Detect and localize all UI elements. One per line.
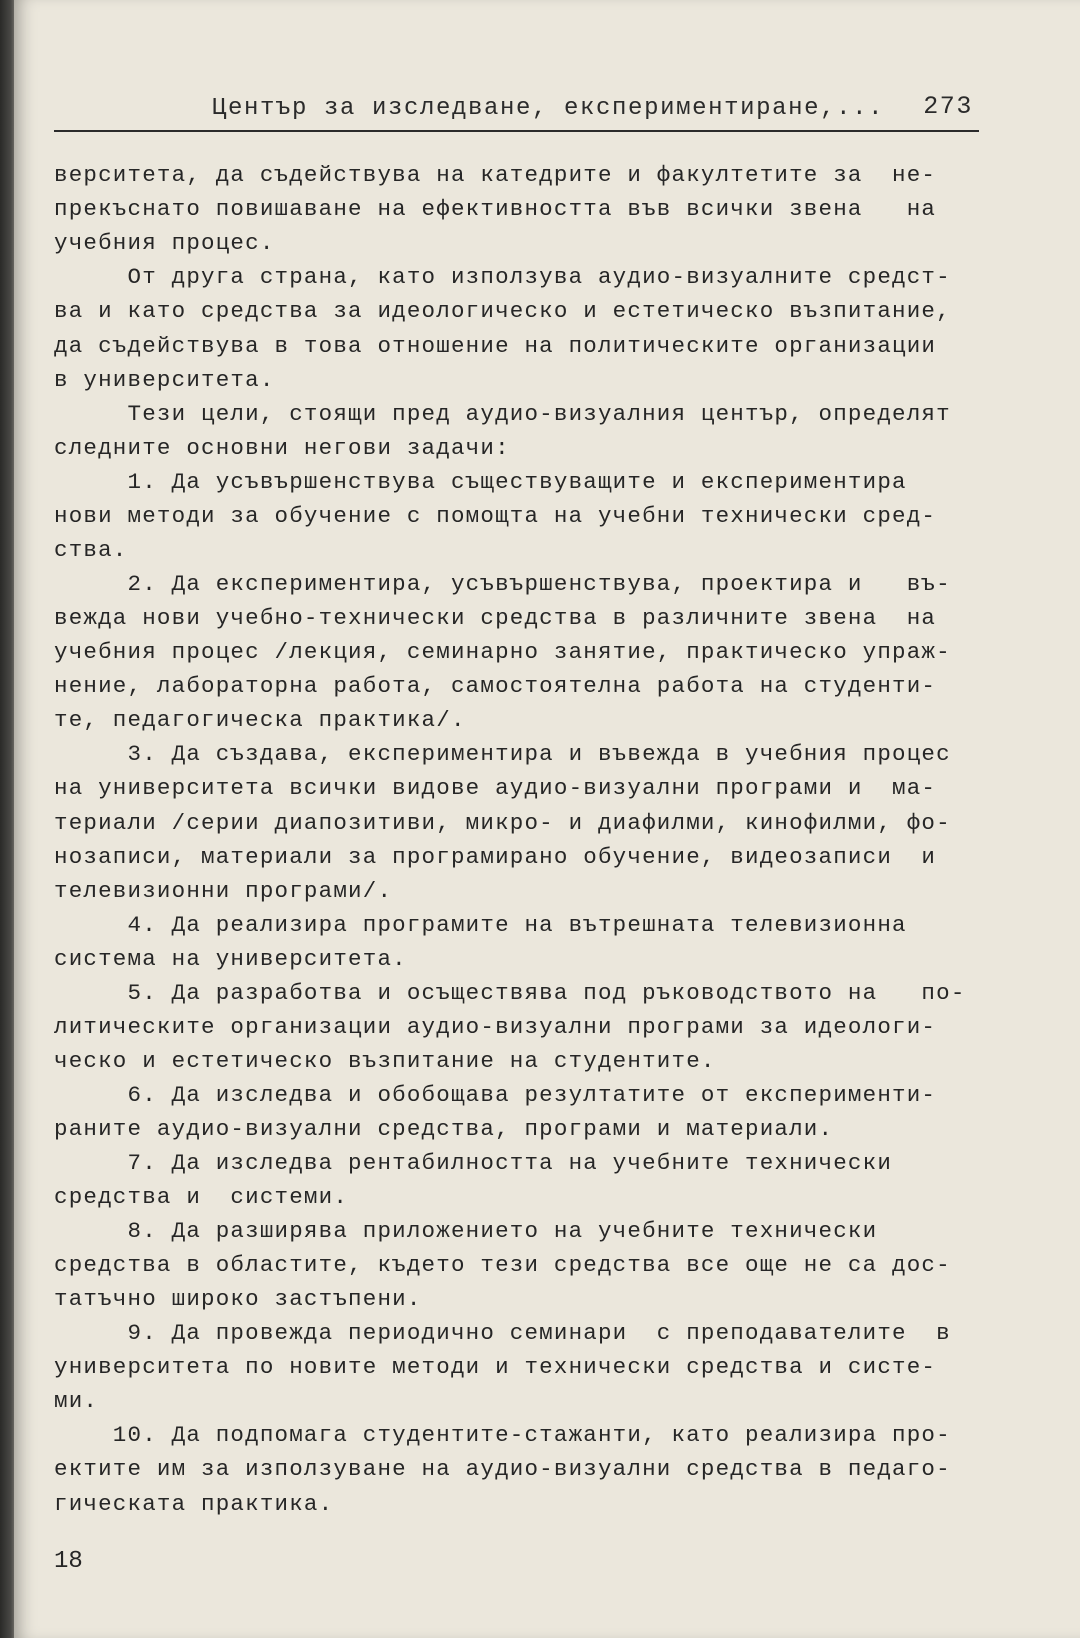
text-line: да съдействува в това отношение на политическите организации (54, 332, 937, 359)
text-line: 8. Да разширява приложението на учебните технически (54, 1217, 878, 1244)
text-line: 1. Да усъвършенствува съществуващите и експериментира (54, 468, 907, 495)
text-line: университета по новите методи и технически средства и систе- (54, 1354, 937, 1381)
text-line: система на университета. (54, 945, 407, 972)
text-line: 6. Да изследва и обобощава резултатите от експерименти- (54, 1081, 937, 1108)
text-line: средства в областите, където тези средства все още не са дос- (54, 1252, 951, 1279)
text-line: От друга страна, като използува аудио-визуалните средст- (54, 264, 951, 291)
running-header (54, 92, 979, 132)
text-line: гическата практика. (54, 1490, 334, 1517)
text-line: 9. Да провежда периодично семинари с преподавателите в (54, 1320, 951, 1347)
text-line: раните аудио-визуални средства, програми и материали. (54, 1116, 834, 1143)
text-line: учебния процес /лекция, семинарно занятие, практическо упраж- (54, 639, 951, 666)
text-line: средства и системи. (54, 1184, 349, 1211)
text-line: териали /серии диапозитиви, микро- и диафилми, кинофилми, фо- (54, 809, 951, 836)
sheet-number: 18 (54, 1548, 83, 1575)
text-line: нение, лабораторна работа, самостоятелна работа на студенти- (54, 673, 937, 700)
text-line: литическите организации аудио-визуални програми за идеологи- (54, 1013, 937, 1040)
text-line: верситета, да съдействува на катедрите и факултетите за не- (54, 162, 937, 188)
text-line: 10. Да подпомага студентите-стажанти, като реализира про- (54, 1422, 951, 1449)
text-line: ми. (54, 1388, 99, 1415)
text-line: следните основни негови задачи: (54, 434, 510, 461)
text-line: в университета. (54, 366, 275, 393)
text-line: ектите им за използуване на аудио-визуални средства в педаго- (54, 1456, 951, 1483)
text-line: те, педагогическа практика/. (54, 707, 466, 734)
text-line: 4. Да реализира програмите на вътрешната телевизионна (54, 911, 907, 938)
text-line: прекъснато повишаване на ефективността във всички звена на (54, 196, 937, 223)
text-line: 3. Да създава, експериментира и въвежда в учебния процес (54, 741, 951, 768)
text-line: нови методи за обучение с помощта на учебни технически сред- (54, 502, 937, 529)
book-page (14, 0, 1080, 1638)
text-line: вежда нови учебно-технически средства в различните звена на (54, 604, 937, 631)
page-number: 273 (923, 92, 973, 121)
body-text (54, 158, 994, 1521)
text-line: телевизионни програми/. (54, 877, 393, 904)
text-line: 5. Да разработва и осъществява под ръководството на по- (54, 979, 966, 1006)
text-line: 2. Да експериментира, усъвършенствува, проектира и въ- (54, 570, 951, 597)
text-line: 7. Да изследва рентабилността на учебните технически (54, 1149, 893, 1176)
text-line: ства. (54, 536, 128, 563)
running-title: Център за изследване, експериментиране,... (212, 95, 885, 122)
text-line: татъчно широко застъпени. (54, 1286, 422, 1313)
text-line: нозаписи, материали за програмирано обучение, видеозаписи и (54, 843, 937, 870)
text-line: ческо и естетическо възпитание на студентите. (54, 1048, 716, 1075)
text-line: на университета всички видове аудио-визуални програми и ма- (54, 775, 937, 802)
text-line: учебния процес. (54, 230, 275, 257)
text-line: Тези цели, стоящи пред аудио-визуалния център, определят (54, 400, 951, 427)
text-line: ва и като средства за идеологическо и естетическо възпитание, (54, 298, 951, 325)
